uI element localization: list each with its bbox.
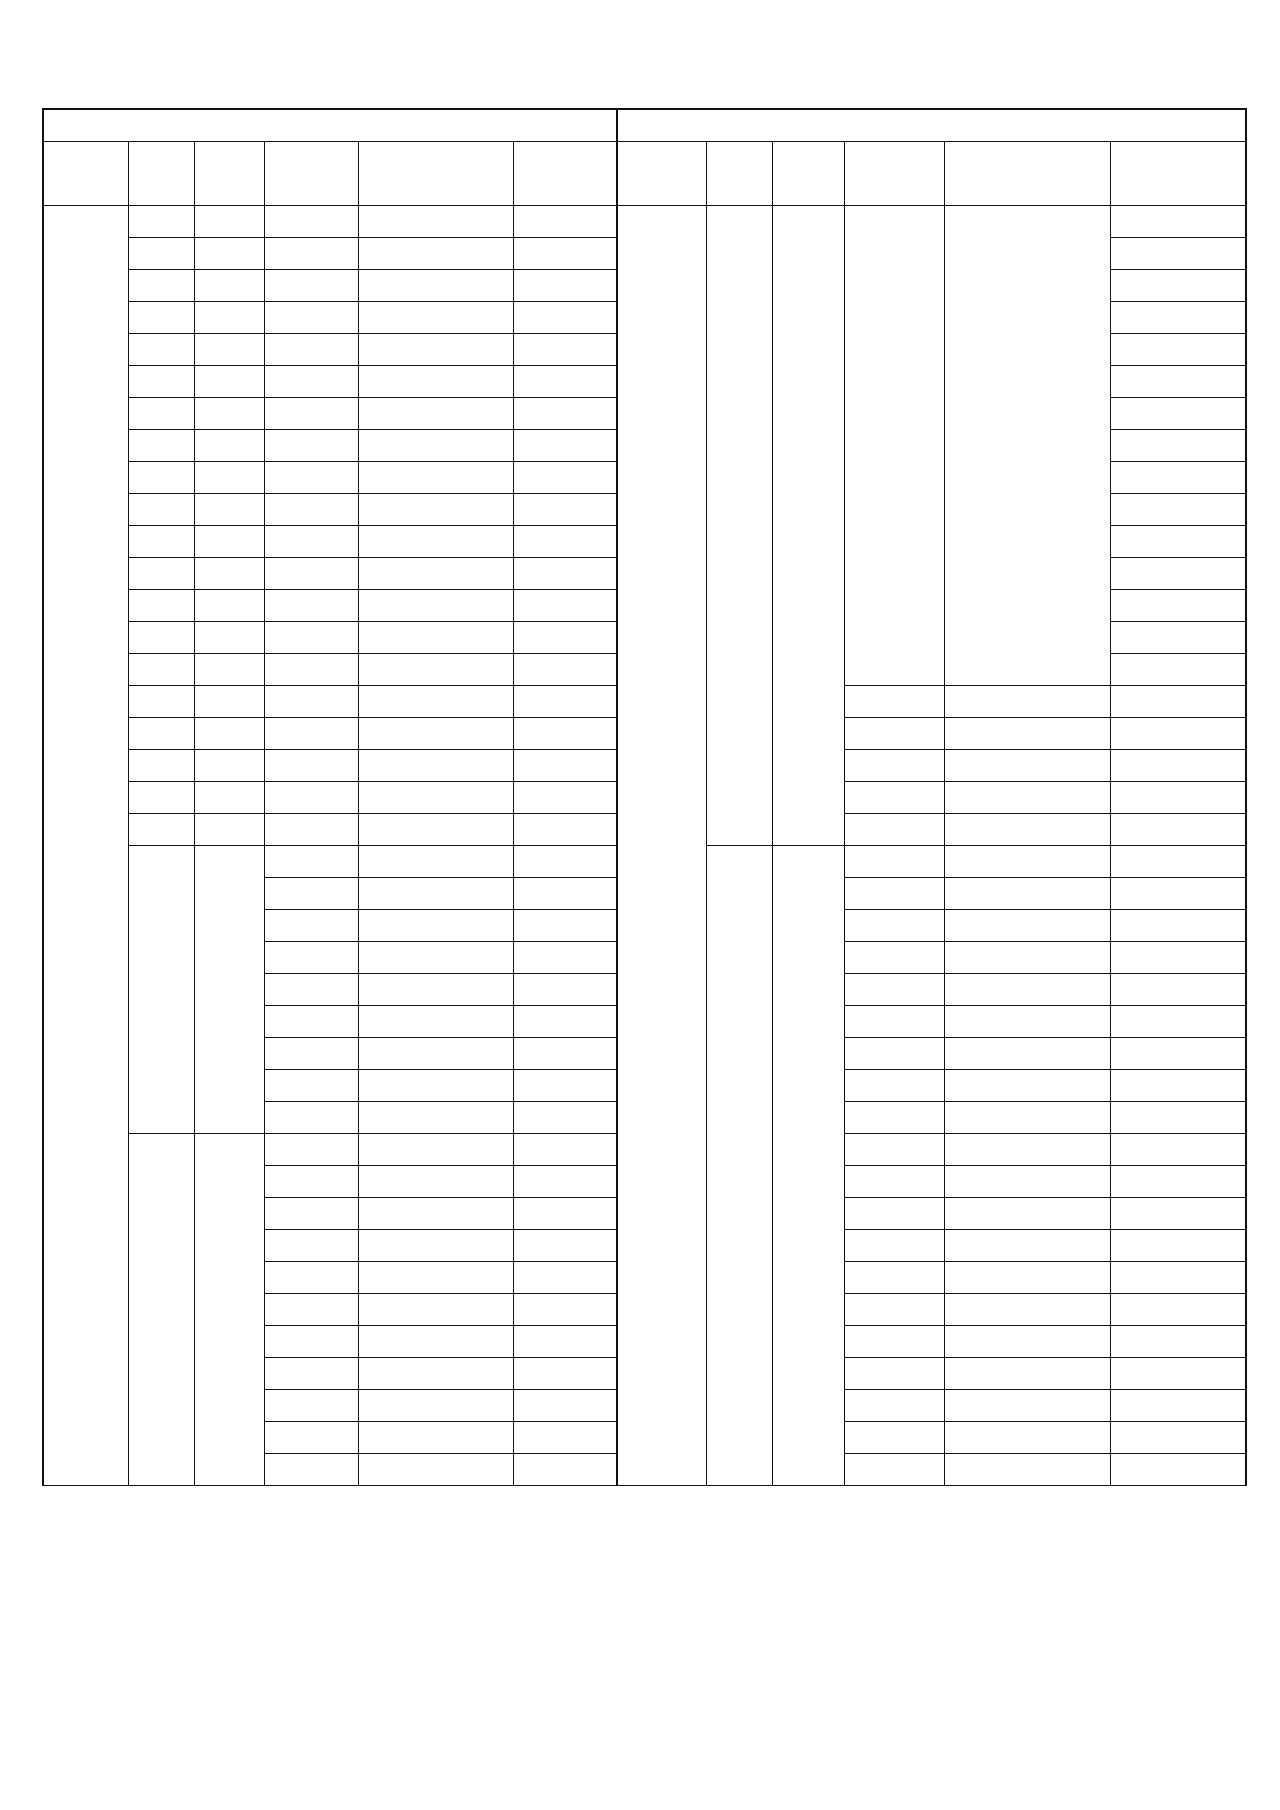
ug-col-old-major-name	[1110, 142, 1246, 206]
empty-cell	[264, 686, 358, 718]
ug-major-name	[944, 1422, 1110, 1454]
grad-major-code	[264, 878, 358, 910]
catalog-grid	[42, 108, 1247, 1486]
grad-major-code	[264, 1134, 358, 1166]
ug-old-major-name	[1110, 1006, 1246, 1038]
empty-cell	[358, 590, 513, 622]
empty-cell	[513, 526, 617, 558]
ug-major-name	[944, 1390, 1110, 1422]
empty-cell	[194, 398, 264, 430]
ug-major-code	[844, 1326, 944, 1358]
grad-old-major-name	[513, 1358, 617, 1390]
empty-cell	[194, 718, 264, 750]
grad-major-code	[264, 846, 358, 878]
grad-major-code	[264, 1326, 358, 1358]
empty-cell	[358, 718, 513, 750]
ug-col-major-code	[844, 142, 944, 206]
ug-major-code	[844, 878, 944, 910]
ug-major-name	[944, 814, 1110, 846]
ug-major-name	[944, 1230, 1110, 1262]
empty-cell	[194, 270, 264, 302]
empty-cell	[194, 686, 264, 718]
ug-major-name	[944, 750, 1110, 782]
empty-cell	[264, 206, 358, 238]
empty-cell	[194, 366, 264, 398]
col-discipline-code	[128, 142, 194, 206]
empty-cell	[513, 494, 617, 526]
grad-old-major-name	[513, 974, 617, 1006]
empty-cell	[128, 750, 194, 782]
empty-cell	[194, 654, 264, 686]
grad-major-code	[264, 1070, 358, 1102]
ug-major-code	[844, 1358, 944, 1390]
grad-major-code	[264, 910, 358, 942]
empty-cell	[128, 526, 194, 558]
grad-major-name	[358, 910, 513, 942]
ug-old-major-name	[1110, 750, 1246, 782]
ug-major-code	[844, 910, 944, 942]
empty-cell	[194, 334, 264, 366]
grad-old-major-name	[513, 942, 617, 974]
grad-major-code	[264, 1294, 358, 1326]
ug-major-name	[944, 718, 1110, 750]
empty-cell	[194, 814, 264, 846]
empty-cell	[513, 430, 617, 462]
ug-old-major-name	[1110, 686, 1246, 718]
grad-old-major-name	[513, 1230, 617, 1262]
ug-old-major-name	[1110, 1358, 1246, 1390]
empty-cell	[128, 270, 194, 302]
ug-major-name	[944, 878, 1110, 910]
empty-cell	[194, 782, 264, 814]
empty-cell	[264, 270, 358, 302]
ug-old-major-name	[1110, 1294, 1246, 1326]
ug-major-name	[944, 1454, 1110, 1486]
ug-category	[617, 206, 706, 1486]
ug-minority-old-name	[1110, 494, 1246, 526]
major-catalog-table	[42, 108, 1245, 1538]
grad-old-major-name	[513, 1006, 617, 1038]
empty-cell	[358, 526, 513, 558]
empty-cell	[128, 334, 194, 366]
empty-cell	[264, 718, 358, 750]
ug-major-name	[944, 1038, 1110, 1070]
empty-cell	[264, 782, 358, 814]
grad-major-code	[264, 1198, 358, 1230]
empty-cell	[513, 558, 617, 590]
grad-old-major-name	[513, 878, 617, 910]
empty-cell	[513, 206, 617, 238]
empty-cell	[128, 782, 194, 814]
ug-old-major-name	[1110, 878, 1246, 910]
ug-minority-old-name	[1110, 270, 1246, 302]
empty-cell	[358, 302, 513, 334]
empty-cell	[128, 462, 194, 494]
empty-cell	[264, 430, 358, 462]
empty-cell	[513, 814, 617, 846]
ug-major-code	[844, 782, 944, 814]
grad-major-code	[264, 974, 358, 1006]
empty-cell	[513, 398, 617, 430]
ug-major-code	[844, 1038, 944, 1070]
ug-col-category	[617, 142, 706, 206]
ug-group2-code	[706, 846, 772, 1486]
empty-cell	[128, 238, 194, 270]
grad-old-major-name	[513, 1262, 617, 1294]
empty-cell	[194, 558, 264, 590]
empty-cell	[194, 206, 264, 238]
grad-major-code	[264, 942, 358, 974]
empty-cell	[513, 238, 617, 270]
empty-cell	[264, 558, 358, 590]
empty-cell	[358, 430, 513, 462]
empty-cell	[513, 366, 617, 398]
grad-major-name	[358, 942, 513, 974]
ug-old-major-name	[1110, 814, 1246, 846]
col-old-major-name	[513, 142, 617, 206]
empty-cell	[194, 302, 264, 334]
empty-cell	[194, 750, 264, 782]
empty-cell	[358, 654, 513, 686]
grad-major-name	[358, 1358, 513, 1390]
ug-major-name	[944, 1070, 1110, 1102]
ug-major-name	[944, 1006, 1110, 1038]
grad-major-code	[264, 1006, 358, 1038]
empty-cell	[128, 206, 194, 238]
grad-major-name	[358, 1038, 513, 1070]
ug-major-name	[944, 1102, 1110, 1134]
empty-cell	[194, 526, 264, 558]
empty-cell	[128, 622, 194, 654]
grad-major-name	[358, 846, 513, 878]
empty-cell	[513, 462, 617, 494]
ug-major-name	[944, 1326, 1110, 1358]
ug-major-code	[844, 814, 944, 846]
col-category	[43, 142, 128, 206]
ug-old-major-name	[1110, 1422, 1246, 1454]
empty-cell	[358, 206, 513, 238]
grad-old-major-name	[513, 1134, 617, 1166]
grad-old-major-name	[513, 1390, 617, 1422]
grad-major-code	[264, 1166, 358, 1198]
empty-cell	[264, 590, 358, 622]
grad-major-code	[264, 1390, 358, 1422]
grad-old-major-name	[513, 1422, 617, 1454]
grad-major-name	[358, 1070, 513, 1102]
ug-old-major-name	[1110, 910, 1246, 942]
empty-cell	[128, 494, 194, 526]
empty-cell	[358, 750, 513, 782]
empty-cell	[358, 814, 513, 846]
empty-cell	[358, 334, 513, 366]
ug-col-discipline-name	[772, 142, 844, 206]
ug-old-major-name	[1110, 1070, 1246, 1102]
ug-minority-old-name	[1110, 430, 1246, 462]
ug-old-major-name	[1110, 1102, 1246, 1134]
grad-category	[43, 206, 128, 1486]
ug-major-code	[844, 1166, 944, 1198]
ug-minority-old-name	[1110, 462, 1246, 494]
ug-major-code	[844, 974, 944, 1006]
grad-old-major-name	[513, 1166, 617, 1198]
ug-minority-code	[844, 206, 944, 686]
grad-major-code	[264, 1454, 358, 1486]
table-row	[43, 206, 1246, 238]
ug-major-name	[944, 942, 1110, 974]
empty-cell	[264, 398, 358, 430]
empty-cell	[128, 398, 194, 430]
ug-group1-name	[772, 206, 844, 846]
grad-major-name	[358, 1390, 513, 1422]
ug-minority-old-name	[1110, 302, 1246, 334]
empty-cell	[264, 494, 358, 526]
grad-major-name	[358, 1102, 513, 1134]
empty-cell	[264, 366, 358, 398]
ug-major-code	[844, 1006, 944, 1038]
grad-major-name	[358, 1198, 513, 1230]
empty-cell	[358, 238, 513, 270]
ug-old-major-name	[1110, 1038, 1246, 1070]
ug-group1-code	[706, 206, 772, 846]
ug-minority-name	[944, 206, 1110, 686]
ug-col-discipline-code	[706, 142, 772, 206]
ug-minority-old-name	[1110, 526, 1246, 558]
ug-minority-old-name	[1110, 366, 1246, 398]
empty-cell	[264, 526, 358, 558]
empty-cell	[264, 462, 358, 494]
empty-cell	[128, 366, 194, 398]
ug-major-code	[844, 1134, 944, 1166]
empty-cell	[194, 462, 264, 494]
empty-cell	[513, 750, 617, 782]
ug-old-major-name	[1110, 974, 1246, 1006]
grad-major-name	[358, 878, 513, 910]
col-major-name	[358, 142, 513, 206]
ug-major-code	[844, 1070, 944, 1102]
empty-cell	[128, 430, 194, 462]
ug-old-major-name	[1110, 1134, 1246, 1166]
ug-major-code	[844, 846, 944, 878]
ug-old-major-name	[1110, 1262, 1246, 1294]
empty-cell	[128, 654, 194, 686]
empty-cell	[513, 686, 617, 718]
grad-old-major-name	[513, 1102, 617, 1134]
grad-old-major-name	[513, 1070, 617, 1102]
empty-cell	[128, 558, 194, 590]
ug-major-name	[944, 782, 1110, 814]
grad-major-code	[264, 1358, 358, 1390]
ug-major-code	[844, 1102, 944, 1134]
empty-cell	[513, 654, 617, 686]
empty-cell	[264, 654, 358, 686]
empty-cell	[358, 462, 513, 494]
ug-major-name	[944, 846, 1110, 878]
ug-major-code	[844, 686, 944, 718]
ug-major-code	[844, 1454, 944, 1486]
ug-minority-old-name	[1110, 654, 1246, 686]
ug-old-major-name	[1110, 1166, 1246, 1198]
grad-old-major-name	[513, 910, 617, 942]
grad-level-title	[43, 109, 617, 142]
grad-major-name	[358, 1262, 513, 1294]
ug-col-major-name	[944, 142, 1110, 206]
grad-old-major-name	[513, 1454, 617, 1486]
grad-major-name	[358, 1230, 513, 1262]
ug-old-major-name	[1110, 1326, 1246, 1358]
empty-cell	[264, 238, 358, 270]
empty-cell	[358, 366, 513, 398]
ug-old-major-name	[1110, 1230, 1246, 1262]
grad-old-major-name	[513, 846, 617, 878]
grad-major-code	[264, 1102, 358, 1134]
empty-cell	[513, 622, 617, 654]
grad-group2-code	[128, 1134, 194, 1486]
empty-cell	[194, 430, 264, 462]
ug-minority-old-name	[1110, 558, 1246, 590]
empty-cell	[358, 558, 513, 590]
grad-group1-code	[128, 846, 194, 1134]
grad-major-name	[358, 974, 513, 1006]
ug-major-code	[844, 1422, 944, 1454]
ug-major-code	[844, 1390, 944, 1422]
ug-major-name	[944, 974, 1110, 1006]
empty-cell	[264, 814, 358, 846]
grad-major-code	[264, 1230, 358, 1262]
empty-cell	[128, 814, 194, 846]
grad-major-name	[358, 1006, 513, 1038]
ug-old-major-name	[1110, 942, 1246, 974]
ug-old-major-name	[1110, 1454, 1246, 1486]
empty-cell	[358, 622, 513, 654]
grad-major-code	[264, 1422, 358, 1454]
ug-major-name	[944, 1358, 1110, 1390]
empty-cell	[513, 718, 617, 750]
empty-cell	[513, 590, 617, 622]
empty-cell	[513, 270, 617, 302]
empty-cell	[194, 622, 264, 654]
grad-major-code	[264, 1262, 358, 1294]
grad-major-name	[358, 1134, 513, 1166]
grad-major-name	[358, 1454, 513, 1486]
ug-major-code	[844, 1198, 944, 1230]
grad-old-major-name	[513, 1294, 617, 1326]
ug-minority-old-name	[1110, 398, 1246, 430]
grad-major-code	[264, 1038, 358, 1070]
ug-group2-name	[772, 846, 844, 1486]
empty-cell	[513, 334, 617, 366]
empty-cell	[358, 686, 513, 718]
grad-major-name	[358, 1166, 513, 1198]
ug-major-code	[844, 1230, 944, 1262]
ug-major-name	[944, 910, 1110, 942]
empty-cell	[513, 782, 617, 814]
ug-major-code	[844, 942, 944, 974]
empty-cell	[358, 782, 513, 814]
ug-major-name	[944, 1134, 1110, 1166]
ug-old-major-name	[1110, 718, 1246, 750]
ug-old-major-name	[1110, 846, 1246, 878]
grad-major-name	[358, 1422, 513, 1454]
ug-major-code	[844, 750, 944, 782]
empty-cell	[264, 302, 358, 334]
empty-cell	[358, 270, 513, 302]
ug-major-code	[844, 1262, 944, 1294]
ug-minority-old-name	[1110, 334, 1246, 366]
ug-major-code	[844, 1294, 944, 1326]
ug-minority-old-name	[1110, 622, 1246, 654]
ug-major-name	[944, 686, 1110, 718]
empty-cell	[128, 590, 194, 622]
empty-cell	[358, 494, 513, 526]
grad-old-major-name	[513, 1198, 617, 1230]
empty-cell	[358, 398, 513, 430]
empty-cell	[194, 590, 264, 622]
empty-cell	[264, 334, 358, 366]
ug-minority-old-name	[1110, 590, 1246, 622]
empty-cell	[128, 302, 194, 334]
empty-cell	[194, 238, 264, 270]
empty-cell	[264, 622, 358, 654]
grad-old-major-name	[513, 1038, 617, 1070]
ug-minority-old-name	[1110, 206, 1246, 238]
ug-major-name	[944, 1166, 1110, 1198]
empty-cell	[128, 686, 194, 718]
grad-major-name	[358, 1326, 513, 1358]
empty-cell	[264, 750, 358, 782]
empty-cell	[513, 302, 617, 334]
empty-cell	[194, 494, 264, 526]
ug-old-major-name	[1110, 1198, 1246, 1230]
ug-level-title	[617, 109, 1246, 142]
ug-major-name	[944, 1294, 1110, 1326]
ug-old-major-name	[1110, 1390, 1246, 1422]
grad-group1-name	[194, 846, 264, 1134]
grad-old-major-name	[513, 1326, 617, 1358]
ug-old-major-name	[1110, 782, 1246, 814]
grad-group2-name	[194, 1134, 264, 1486]
ug-major-name	[944, 1262, 1110, 1294]
col-major-code	[264, 142, 358, 206]
ug-minority-old-name	[1110, 238, 1246, 270]
empty-cell	[128, 718, 194, 750]
col-discipline-name	[194, 142, 264, 206]
grad-major-name	[358, 1294, 513, 1326]
ug-major-code	[844, 718, 944, 750]
ug-major-name	[944, 1198, 1110, 1230]
